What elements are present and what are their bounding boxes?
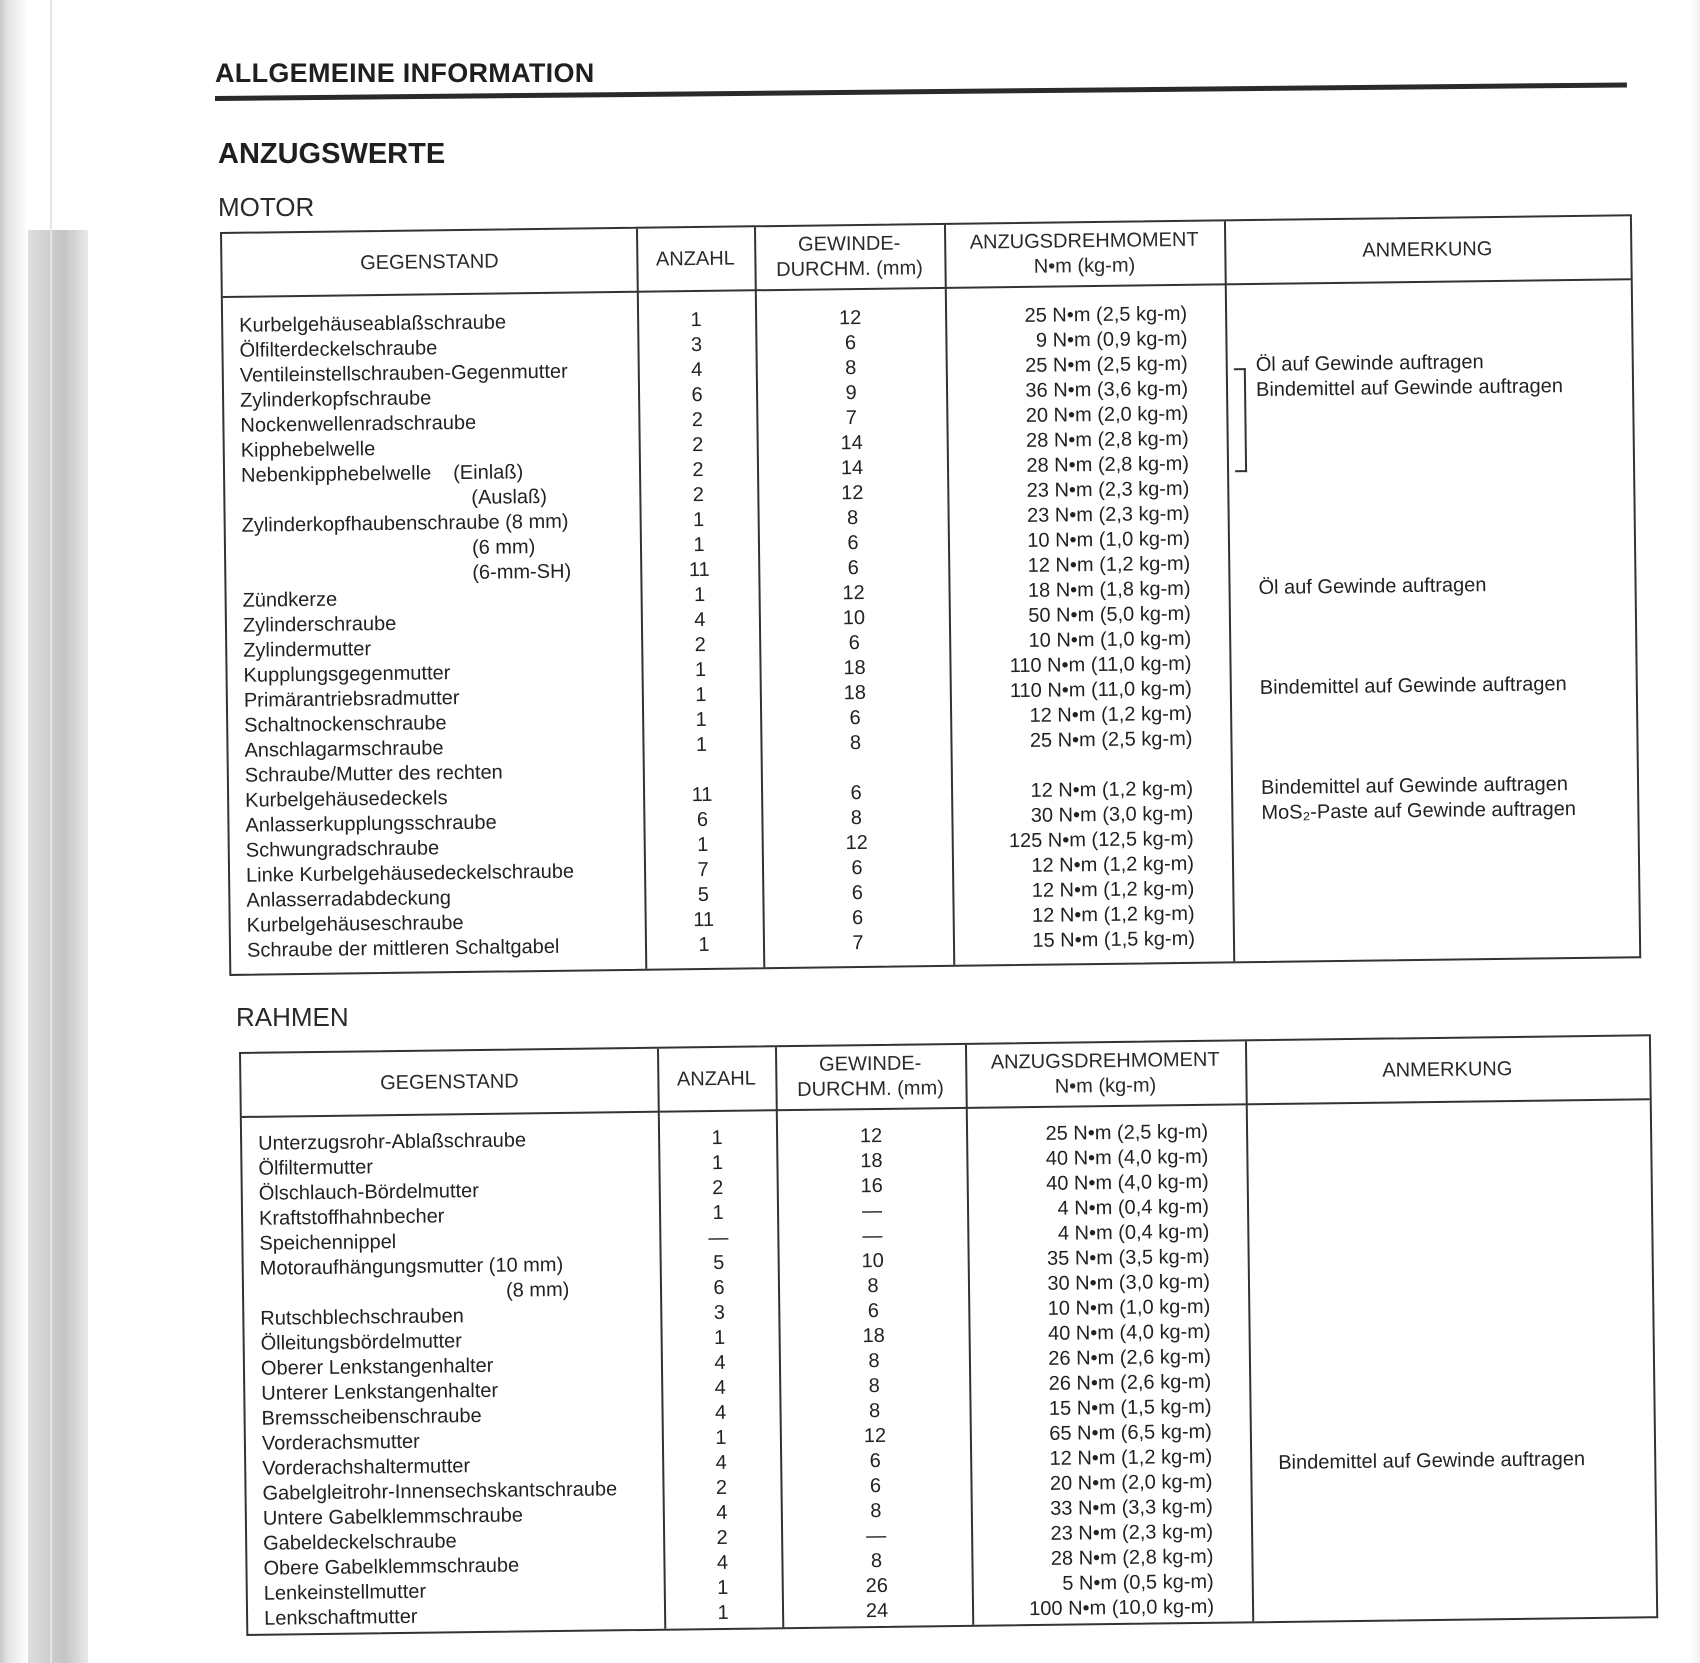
torque-value: 40 N•m (4,0 kg-m) — [1045, 1170, 1209, 1195]
item-name-text: Kurbelgehäusedeckels — [245, 787, 448, 812]
item-name — [245, 811, 497, 839]
item-quantity: 1 — [712, 1201, 724, 1225]
thread-diameter: 12 — [842, 581, 865, 605]
motor-heading: MOTOR — [218, 192, 315, 222]
item-name — [246, 836, 440, 863]
item-quantity: 1 — [693, 533, 705, 557]
torque-value: 28 N•m (2,8 kg-m) — [1026, 452, 1190, 477]
item-name — [247, 935, 560, 964]
thread-diameter: 14 — [840, 431, 863, 455]
item-name — [259, 1179, 479, 1207]
col-header-torque-line1: ANZUGSDREHMOMENT — [969, 228, 1199, 254]
item-name-text: Ölleitungsbördelmutter — [260, 1330, 463, 1355]
thread-diameter: 6 — [869, 1449, 881, 1473]
item-name-text: Zylinderkopfschraube — [239, 387, 432, 412]
item-quantity: 1 — [711, 1126, 723, 1150]
thread-diameter: 8 — [850, 806, 863, 830]
thread-diameter: 8 — [868, 1399, 881, 1423]
item-quantity: 2 — [692, 483, 705, 507]
item-name-text: Nockenwellenradschraube — [240, 411, 477, 437]
thread-diameter: 6 — [844, 332, 857, 355]
item-quantity: 2 — [692, 458, 704, 482]
item-name-text: Nebenkipphebelwelle — [240, 462, 432, 487]
torque-value: 12 N•m (1,2 kg-m) — [1027, 552, 1191, 577]
item-name — [506, 1278, 570, 1304]
item-quantity: 4 — [714, 1401, 727, 1425]
item-quantity: 4 — [714, 1376, 726, 1400]
item-variant: (6 mm) — [471, 536, 536, 559]
thread-diameter: 6 — [851, 881, 864, 905]
col-header-qty: ANZAHL — [676, 1067, 756, 1090]
item-name-text: Gabeldeckelschraube — [263, 1530, 457, 1555]
torque-value: 25 N•m (2,5 kg-m) — [1024, 302, 1188, 327]
rahmen-table — [239, 1034, 1658, 1636]
item-name — [472, 535, 536, 561]
item-name — [260, 1253, 564, 1282]
item-quantity: 4 — [714, 1351, 726, 1375]
thread-diameter: 16 — [860, 1174, 883, 1198]
torque-value: 10 N•m (1,0 kg-m) — [1047, 1295, 1211, 1320]
item-quantity: 1 — [698, 933, 710, 957]
thread-diameter: 7 — [845, 407, 858, 430]
item-quantity: 1 — [711, 1151, 724, 1175]
item-quantity: 6 — [696, 808, 709, 832]
item-quantity: 2 — [691, 408, 704, 432]
item-variant: (Auslaß) — [471, 485, 548, 509]
item-quantity: 2 — [712, 1176, 724, 1200]
item-quantity: 1 — [693, 583, 706, 607]
item-name-text: Untere Gabelklemmschraube — [262, 1504, 524, 1530]
item-name — [243, 612, 397, 639]
item-name-text: Vorderachsmutter — [261, 1430, 420, 1455]
item-name-text: Anschlagarmschraube — [244, 737, 444, 762]
col-header-torque-line2: N•m (kg-m) — [1054, 1074, 1157, 1098]
item-quantity: 1 — [717, 1576, 729, 1600]
thread-diameter: 8 — [849, 731, 862, 755]
torque-value: 25 N•m (2,5 kg-m) — [1045, 1120, 1209, 1145]
item-name-text: Rutschblechschrauben — [260, 1305, 464, 1330]
item-name-text: Unterer Lenkstangenhalter — [261, 1379, 499, 1405]
note-bond-thread: Bindemittel auf Gewinde auftragen — [1278, 1448, 1586, 1474]
torque-value: 5 N•m (0,5 kg-m) — [1062, 1570, 1214, 1595]
item-name — [259, 1230, 396, 1257]
col-header-qty: ANZAHL — [655, 247, 735, 271]
col-header-diameter-line2: DURCHM. (mm) — [776, 257, 923, 282]
item-variant: (Einlaß) — [453, 461, 524, 485]
item-name-text: Oberer Lenkstangenhalter — [260, 1354, 494, 1380]
torque-value: 20 N•m (2,0 kg-m) — [1025, 402, 1189, 427]
item-name-text: Vorderachshaltermutter — [262, 1455, 471, 1480]
item-name-text: Speichennippel — [259, 1231, 397, 1255]
item-name — [261, 1354, 494, 1382]
torque-value: 50 N•m (5,0 kg-m) — [1028, 602, 1192, 627]
note-mos2: MoS₂-Paste auf Gewinde auftragen — [1261, 798, 1577, 824]
item-name-text: Kipphebelwelle — [240, 438, 376, 462]
torque-value: 125 N•m (12,5 kg-m) — [1008, 827, 1194, 853]
torque-value: 30 N•m (3,0 kg-m) — [1047, 1270, 1211, 1295]
item-quantity: 11 — [688, 558, 710, 582]
item-quantity: 1 — [715, 1426, 727, 1450]
item-name — [247, 911, 464, 939]
item-name-text: Lenkeinstellmutter — [263, 1580, 427, 1605]
item-name — [258, 1128, 526, 1156]
item-name — [261, 1329, 463, 1357]
page-header: ALLGEMEINE INFORMATION — [215, 58, 595, 88]
item-quantity: — — [708, 1226, 729, 1250]
motor-table — [220, 214, 1641, 976]
thread-diameter: 18 — [843, 656, 866, 680]
thread-diameter: 6 — [851, 906, 864, 930]
item-name-text: Primärantriebsradmutter — [243, 687, 460, 712]
torque-value: 26 N•m (2,6 kg-m) — [1048, 1345, 1212, 1370]
item-name-text: Linke Kurbelgehäusedeckelschraube — [245, 860, 575, 887]
torque-value: 15 N•m (1,5 kg-m) — [1032, 927, 1196, 952]
torque-value: 30 N•m (3,0 kg-m) — [1030, 802, 1194, 827]
torque-value: 33 N•m (3,3 kg-m) — [1050, 1495, 1213, 1520]
thread-diameter: 12 — [859, 1124, 883, 1148]
item-quantity: 2 — [716, 1526, 728, 1550]
torque-value: 10 N•m (1,0 kg-m) — [1027, 527, 1191, 552]
item-name — [259, 1204, 445, 1231]
binding-shadow — [28, 230, 88, 1663]
item-name-text: Zylindermutter — [243, 638, 372, 662]
col-header-torque — [965, 1041, 1246, 1107]
item-quantity: 11 — [693, 908, 715, 932]
item-name-text: Anlasserradabdeckung — [246, 887, 452, 912]
col-header-item: GEGENSTAND — [379, 1069, 519, 1094]
col-header-item: GEGENSTAND — [359, 250, 499, 274]
item-variant: (8 mm) — [505, 1278, 570, 1302]
item-name-text: Zündkerze — [242, 588, 338, 612]
col-header-torque-line1: ANZUGSDREHMOMENT — [990, 1048, 1220, 1074]
torque-value: 12 N•m (1,2 kg-m) — [1030, 777, 1194, 802]
torque-value: 23 N•m (2,3 kg-m) — [1026, 477, 1190, 502]
torque-value: 100 N•m (10,0 kg-m) — [1029, 1595, 1215, 1621]
item-name — [244, 711, 447, 739]
thread-diameter: 6 — [847, 532, 859, 555]
item-quantity: 11 — [691, 783, 713, 807]
item-name-text: Ölfilterdeckelschraube — [239, 337, 438, 362]
thread-diameter: 8 — [867, 1274, 879, 1298]
item-name-text: Schwungradschraube — [245, 837, 440, 862]
torque-value: 40 N•m (4,0 kg-m) — [1045, 1145, 1209, 1170]
col-header-diameter — [754, 225, 945, 289]
thread-diameter: 18 — [860, 1149, 883, 1173]
thread-diameter: — — [861, 1199, 883, 1223]
item-name — [246, 886, 451, 914]
torque-value: 26 N•m (2,6 kg-m) — [1048, 1370, 1212, 1395]
torque-value: 12 N•m (1,2 kg-m) — [1031, 852, 1195, 877]
item-quantity: 3 — [713, 1301, 726, 1325]
item-quantity: 1 — [695, 733, 708, 757]
item-name — [244, 686, 460, 714]
thread-diameter: 8 — [846, 507, 859, 530]
item-name — [240, 386, 432, 413]
item-name-text: Motoraufhängungsmutter (10 mm) — [259, 1253, 564, 1280]
item-name — [263, 1503, 523, 1531]
item-quantity: 1 — [694, 658, 707, 682]
thread-diameter: 9 — [845, 382, 857, 405]
torque-value: 12 N•m (1,2 kg-m) — [1049, 1445, 1213, 1470]
item-name — [261, 1379, 498, 1407]
item-quantity: 6 — [713, 1276, 725, 1300]
note-oil-thread: Öl auf Gewinde auftragen — [1255, 351, 1484, 376]
note-bond-thread-2: Bindemittel auf Gewinde auftragen — [1259, 673, 1567, 699]
item-name — [239, 310, 506, 338]
item-quantity: 1 — [692, 508, 705, 532]
item-name — [471, 485, 547, 511]
torque-value: 4 N•m (0,4 kg-m) — [1057, 1220, 1210, 1245]
torque-value: 20 N•m (2,0 kg-m) — [1049, 1470, 1213, 1495]
torque-value: 23 N•m (2,3 kg-m) — [1026, 502, 1190, 527]
item-name — [472, 560, 571, 586]
item-quantity: 2 — [692, 433, 704, 457]
item-quantity: 1 — [695, 683, 707, 707]
page-edge — [50, 0, 52, 1663]
col-header-diameter-line2: DURCHM. (mm) — [797, 1077, 944, 1101]
item-quantity: 1 — [713, 1326, 726, 1350]
thread-diameter: 6 — [849, 706, 861, 730]
item-name-text: Ventileinstellschrauben-Gegenmutter — [239, 360, 568, 387]
col-header-diameter — [775, 1045, 966, 1109]
item-name-text: Schraube der mittleren Schaltgabel — [246, 935, 560, 962]
item-variant: (6-mm-SH) — [472, 560, 572, 584]
col-header-note: ANMERKUNG — [1362, 237, 1493, 262]
torque-value: 18 N•m (1,8 kg-m) — [1027, 577, 1191, 602]
item-quantity: 1 — [690, 308, 702, 332]
item-name-text: Ölfiltermutter — [258, 1156, 374, 1180]
thread-diameter: 10 — [842, 606, 866, 630]
thread-diameter: — — [865, 1524, 887, 1548]
thread-diameter: 12 — [863, 1424, 887, 1448]
item-quantity: 2 — [715, 1476, 728, 1500]
torque-value: 12 N•m (1,2 kg-m) — [1031, 877, 1195, 902]
thread-diameter: 24 — [865, 1599, 889, 1623]
item-name — [241, 460, 523, 489]
item-quantity: 4 — [694, 608, 706, 632]
thread-diameter: 7 — [852, 931, 864, 955]
item-quantity: 4 — [715, 1451, 727, 1475]
item-name — [243, 661, 450, 689]
thread-diameter: 6 — [867, 1299, 880, 1323]
item-quantity: 4 — [716, 1551, 729, 1575]
col-header-diameter-line1: GEWINDE- — [818, 1052, 922, 1076]
torque-value: 36 N•m (3,6 kg-m) — [1025, 377, 1189, 402]
thread-diameter: 26 — [865, 1574, 889, 1598]
rahmen-heading: RAHMEN — [236, 1002, 349, 1032]
item-name-text: Schaltnockenschraube — [244, 712, 447, 737]
torque-value: 9 N•m (0,9 kg-m) — [1035, 327, 1188, 352]
item-name-text: Zylinderschraube — [242, 612, 397, 637]
item-name — [243, 637, 371, 664]
item-quantity: 5 — [697, 883, 710, 907]
item-name-text: Kupplungsgegenmutter — [243, 662, 451, 687]
torque-value: 4 N•m (0,4 kg-m) — [1057, 1195, 1210, 1220]
section-title: ANZUGSWERTE — [218, 138, 446, 170]
item-name-text: Bremsscheibenschraube — [261, 1404, 482, 1430]
note-bracket — [1234, 368, 1247, 472]
torque-value: 110 N•m (11,0 kg-m) — [1009, 652, 1192, 678]
thread-diameter: 8 — [868, 1374, 880, 1398]
item-name-text: Kurbelgehäuseablaßschraube — [239, 311, 507, 337]
item-name — [263, 1529, 457, 1556]
item-name — [264, 1580, 427, 1607]
thread-diameter: 6 — [848, 631, 860, 655]
thread-diameter: 18 — [843, 681, 867, 705]
item-name — [263, 1554, 519, 1582]
torque-value: 10 N•m (1,0 kg-m) — [1028, 627, 1192, 652]
thread-diameter: — — [862, 1224, 883, 1248]
torque-value: 15 N•m (1,5 kg-m) — [1048, 1395, 1212, 1420]
thread-diameter: 6 — [847, 556, 859, 580]
col-header-torque — [944, 221, 1225, 287]
thread-diameter: 6 — [850, 781, 862, 805]
item-name — [260, 1304, 464, 1332]
thread-diameter: 12 — [845, 831, 868, 855]
item-name — [242, 588, 337, 614]
item-quantity: 5 — [712, 1251, 725, 1275]
item-quantity: 2 — [694, 633, 706, 657]
torque-value: 65 N•m (6,5 kg-m) — [1049, 1420, 1212, 1445]
item-quantity: 1 — [695, 708, 707, 732]
item-name-text: Gabelgleitrohr-Innensechskantschraube — [262, 1478, 618, 1505]
item-quantity: 1 — [717, 1601, 729, 1625]
item-name — [258, 1155, 373, 1181]
item-name-text: Kurbelgehäuseschraube — [246, 911, 464, 937]
item-name — [264, 1605, 418, 1632]
rahmen-table-header — [241, 1036, 1650, 1118]
item-name-text: Kraftstoffhahnbecher — [258, 1205, 445, 1230]
thread-diameter: 10 — [861, 1249, 884, 1273]
thread-diameter: 8 — [868, 1349, 880, 1373]
col-header-torque-line2: N•m (kg-m) — [1033, 254, 1136, 278]
item-quantity: 1 — [697, 833, 709, 857]
thread-diameter: 6 — [869, 1474, 882, 1498]
item-name-text: Zylinderkopfhaubenschraube (8 mm) — [241, 510, 569, 537]
item-name — [261, 1404, 481, 1432]
item-quantity: 6 — [691, 383, 703, 407]
col-header-note: ANMERKUNG — [1382, 1057, 1513, 1082]
item-name — [244, 736, 443, 763]
item-name-text: Lenkschaftmutter — [263, 1605, 418, 1630]
item-quantity: 3 — [690, 333, 703, 357]
item-name — [262, 1454, 470, 1482]
torque-value: 12 N•m (1,2 kg-m) — [1031, 902, 1195, 927]
torque-value: 40 N•m (4,0 kg-m) — [1047, 1320, 1211, 1345]
item-quantity: 4 — [691, 358, 703, 382]
thread-diameter: 8 — [870, 1549, 883, 1573]
item-name — [241, 437, 376, 464]
item-quantity: 4 — [716, 1501, 728, 1525]
torque-value: 28 N•m (2,8 kg-m) — [1025, 427, 1189, 452]
item-name-text: Schraube/Mutter des rechten — [244, 761, 503, 787]
torque-value: 12 N•m (1,2 kg-m) — [1029, 702, 1193, 727]
item-name-text: Ölschlauch-Bördelmutter — [258, 1179, 479, 1205]
thread-diameter: 14 — [840, 456, 864, 480]
torque-value: 23 N•m (2,3 kg-m) — [1050, 1520, 1214, 1545]
item-name — [245, 786, 448, 814]
torque-value: 28 N•m (2,8 kg-m) — [1050, 1545, 1214, 1570]
torque-value: 25 N•m (2,5 kg-m) — [1025, 352, 1188, 377]
thread-diameter: 6 — [851, 856, 863, 880]
item-name — [245, 760, 503, 788]
note-bond-thread-3: Bindemittel auf Gewinde auftragen — [1260, 773, 1569, 799]
thread-diameter: 12 — [841, 481, 864, 505]
torque-value: 25 N•m (2,5 kg-m) — [1029, 727, 1193, 752]
motor-table-header — [222, 216, 1631, 298]
item-name-text: Anlasserkupplungsschraube — [245, 811, 497, 837]
thread-diameter: 8 — [845, 357, 857, 380]
note-bond-thread: Bindemittel auf Gewinde auftragen — [1255, 375, 1564, 401]
item-name — [240, 411, 476, 439]
torque-value: 110 N•m (11,0 kg-m) — [1009, 677, 1192, 703]
thread-diameter: 12 — [838, 306, 862, 330]
item-name-text: Obere Gabelklemmschraube — [263, 1554, 520, 1580]
item-quantity: 7 — [697, 858, 709, 882]
thread-diameter: 8 — [870, 1499, 882, 1523]
thread-diameter: 18 — [862, 1324, 885, 1348]
torque-value: 35 N•m (3,5 kg-m) — [1046, 1245, 1210, 1270]
item-name — [239, 336, 437, 363]
col-header-diameter-line1: GEWINDE- — [797, 232, 901, 256]
item-name-text: Unterzugsrohr-Ablaßschraube — [258, 1129, 527, 1155]
item-name — [262, 1430, 420, 1457]
note-oil-thread-2: Öl auf Gewinde auftragen — [1258, 574, 1487, 599]
